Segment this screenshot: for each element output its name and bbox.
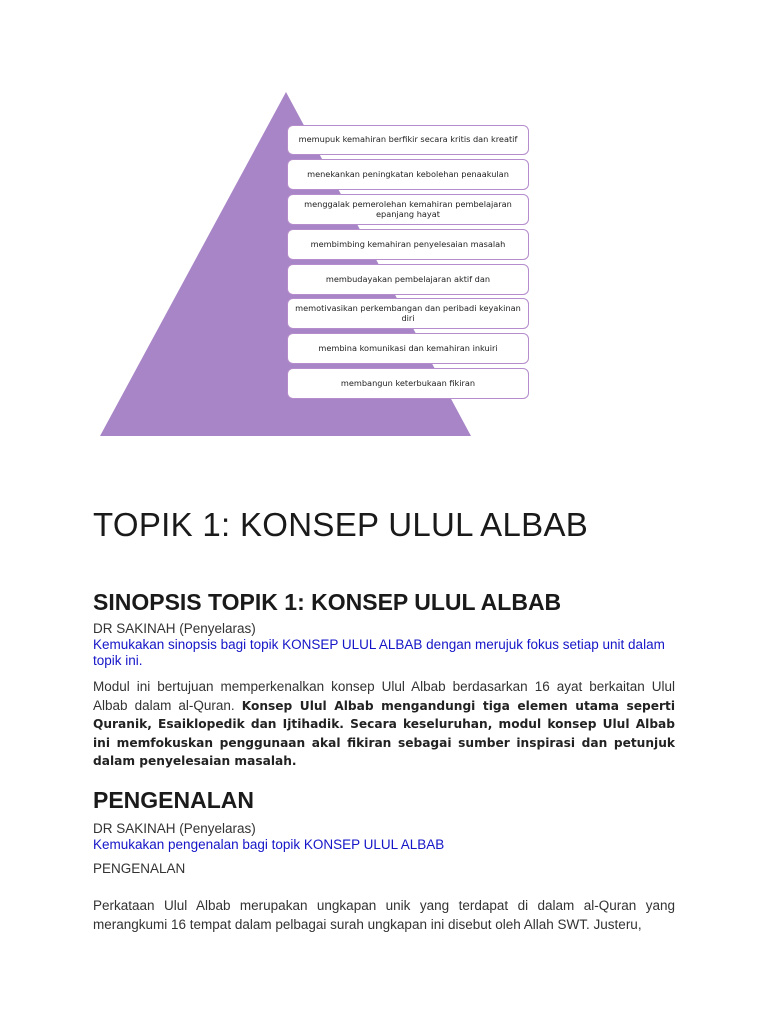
pyramid-level-8 <box>287 368 529 399</box>
pyramid-level-text: membudayakan pembelajaran aktif dan <box>325 273 491 284</box>
pengenalan-author: DR SAKINAH (Penyelaras) <box>93 821 256 836</box>
pengenalan-section <box>93 786 675 934</box>
pengenalan-instruction: Kemukakan pengenalan bagi topik KONSEP ULUL ALBAB <box>93 837 445 852</box>
sinopsis-author: DR SAKINAH (Penyelaras) <box>93 621 256 636</box>
pyramid-level-text: membangun keterbukaan fikiran <box>340 377 476 388</box>
sinopsis-body-text: Modul ini bertujuan memperkenalkan konsep Ulul Albab berdasarkan 16 ayat berkaitan Ulul Albab dalam al-Quran. <box>93 679 675 713</box>
pyramid-level-text: membimbing kemahiran penyelesaian masalah <box>310 238 506 249</box>
pengenalan-heading: PENGENALAN <box>93 787 255 813</box>
pyramid-level-text: memotivasikan perkembangan dan peribadi keyakinan diri <box>295 303 521 323</box>
page-title: TOPIK 1: KONSEP ULUL ALBAB <box>93 506 589 543</box>
pyramid-level-text: menggalak pemerolehan kemahiran pembelajaran epanjang hayat <box>304 199 512 219</box>
sinopsis-instruction: Kemukakan sinopsis bagi topik KONSEP ULUL ALBAB dengan merujuk fokus setiap unit dalam topik ini. <box>93 637 665 668</box>
sinopsis-heading: SINOPSIS TOPIK 1: KONSEP ULUL ALBAB <box>93 589 562 615</box>
pyramid-level-7 <box>287 333 529 364</box>
pengenalan-subheading: PENGENALAN <box>93 861 186 876</box>
pyramid-level-text: menekankan peningkatan kebolehan penaakulan <box>307 168 509 179</box>
pengenalan-body: Perkataan Ulul Albab merupakan ungkapan unik yang terdapat di dalam al-Quran yang merangkumi 16 tempat dalam pelbagai surah ungkapan ini disebut oleh Allah SWT. Justeru, <box>93 898 675 932</box>
sinopsis-section <box>93 588 675 771</box>
pyramid-level-text: memupuk kemahiran berfikir secara kritis dan kreatif <box>298 134 518 145</box>
sinopsis-body-bold: Konsep Ulul Albab mengandungi tiga elemen utama seperti Quranik, Esaiklopedik dan Ijtihadik. Secara keseluruhan, modul konsep Ulul Albab ini memfokuskan penggunaan akal fikiran sebagai sumber inspirasi dan petunjuk dalam penyelesaian masalah. <box>93 698 676 768</box>
pyramid-level-6 <box>287 298 529 329</box>
pyramid-level-text: membina komunikasi dan kemahiran inkuiri <box>318 342 498 353</box>
pyramid-level-3 <box>287 194 529 225</box>
pyramid-level-5 <box>287 264 529 295</box>
pyramid-level-1 <box>287 125 529 155</box>
sinopsis-body <box>93 678 675 771</box>
pyramid-level-2 <box>287 159 529 190</box>
pyramid-level-4 <box>287 229 529 260</box>
